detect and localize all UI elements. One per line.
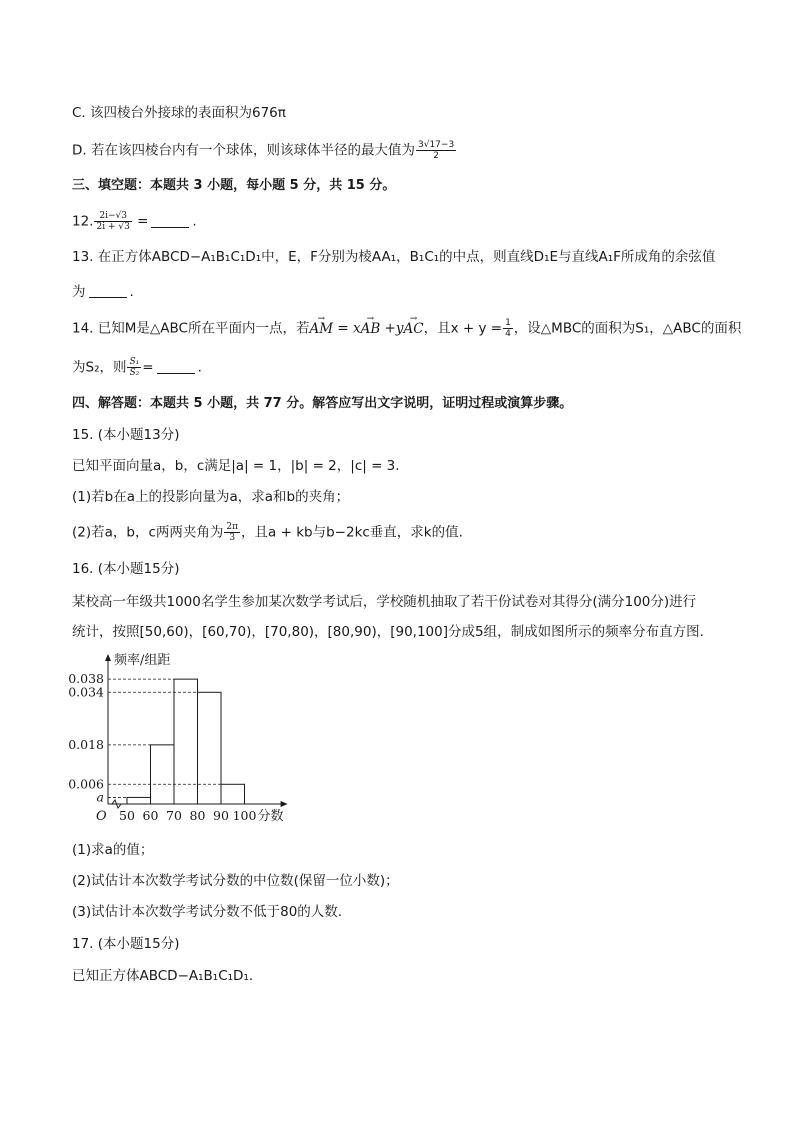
option-c-text: C. 该四棱台外接球的表面积为676π	[72, 105, 286, 121]
section-4-heading: 四、解答题：本题共 5 小题，共 77 分。解答应写出文字说明，证明过程或演算步骤。	[72, 396, 573, 411]
y-tick-label: a	[96, 789, 104, 805]
q15-frac	[224, 522, 240, 543]
x-tick-label: 90	[213, 808, 229, 823]
q16-line2: 统计，按照[50,60)，[60,70)，[70,80)，[80,90)，[90,100]分成5组，制成如图所示的频率分布直方图.	[72, 624, 704, 640]
origin-label: O	[96, 809, 107, 824]
q15-p2-a: (2)若a，b，c两两夹角为	[72, 524, 224, 541]
histogram-bar	[151, 745, 175, 804]
q14-blank	[157, 359, 195, 374]
option-c	[72, 103, 286, 123]
frequency-histogram	[68, 652, 308, 832]
option-d	[72, 140, 457, 161]
question-14-line1	[72, 318, 741, 339]
q14-vec-ab: → AB	[361, 319, 381, 339]
q14-line2-a: 为S₂，则	[72, 359, 127, 376]
q14-a: 14. 已知M是△ABC所在平面内一点，若	[72, 320, 310, 337]
q14-c: = x	[333, 320, 361, 337]
q12-blank	[151, 213, 189, 228]
q15-frac-num: 2π	[226, 522, 239, 532]
q14-h: ，设△MBC的面积为S₁，△ABC的面积	[513, 320, 742, 337]
q12-number: 12.	[72, 213, 94, 230]
q14-line2-c: .	[197, 359, 202, 376]
y-axis-label: 频率/组距	[114, 653, 171, 668]
q15-header: 15. (本小题13分)	[72, 427, 180, 443]
q12-den: 2i + √3	[96, 222, 130, 232]
q16-header: 16. (本小题15分)	[72, 561, 180, 577]
q16-line1: 某校高一年级共1000名学生参加某次数学考试后，学校随机抽取了若干份试卷对其得分(满分100分)进行	[72, 594, 697, 610]
option-d-den: 2	[433, 151, 439, 161]
q16-part2: (2)试估计本次数学考试分数的中位数(保留一位小数)；	[72, 873, 399, 889]
histogram-bar	[221, 784, 245, 804]
q15-part1: (1)若b在a上的投影向量为a，求a和b的夹角；	[72, 489, 350, 505]
y-tick-label: 0.034	[68, 684, 104, 700]
q14-line2-b: =	[142, 359, 154, 376]
q14-e: +y	[380, 320, 404, 337]
q13-suffix: .	[129, 284, 134, 300]
histogram-bar	[198, 692, 222, 804]
q14-frac2-num: S₁	[129, 357, 140, 367]
q12-num: 2i−√3	[94, 211, 131, 222]
q14-frac-num: 1	[505, 318, 511, 328]
y-tick-label: 0.006	[68, 776, 104, 792]
q13-blank	[89, 283, 127, 298]
x-tick-label: 50	[119, 808, 135, 823]
q12-fraction	[94, 211, 131, 232]
x-tick-label: 100	[232, 808, 257, 823]
q13-prefix: 为	[72, 284, 86, 300]
question-13-line2	[72, 282, 134, 302]
q17-stem: 已知正方体ABCD−A₁B₁C₁D₁.	[72, 968, 254, 984]
x-axis-arrow	[281, 801, 288, 807]
x-tick-label: 70	[166, 808, 182, 823]
q15-stem: 已知平面向量a，b，c满足|a| = 1，|b| = 2，|c| = 3.	[72, 458, 400, 474]
q14-frac2-den: S₂	[129, 368, 140, 378]
q14-frac	[503, 318, 513, 339]
question-13-line1: 13. 在正方体ABCD−A₁B₁C₁D₁中，E，F分别为棱AA₁，B₁C₁的中点，则直线D₁E与直线A₁F所成角的余弦值	[72, 249, 716, 265]
question-12: 12. $\frac{2i-√3}{2i + √3}$ = .	[72, 211, 197, 232]
q16-part1: (1)求a的值；	[72, 842, 154, 858]
y-tick-label: 0.018	[68, 736, 104, 752]
q15-p2-b: ，且a + kb与b−2kc垂直，求k的值.	[241, 524, 463, 541]
q14-frac-den: 4	[505, 329, 511, 339]
y-tick-label: 0.038	[68, 671, 104, 687]
option-d-fraction	[416, 140, 456, 161]
q15-part2	[72, 522, 463, 543]
histogram-bar	[174, 679, 198, 804]
histogram-bar	[127, 797, 151, 804]
q12-equals: =	[137, 213, 149, 230]
option-d-num: 3√17−3	[417, 140, 455, 150]
section-3-heading: 三、填空题：本题共 3 小题，每小题 5 分，共 15 分。	[72, 178, 396, 193]
q14-vec-am: → AM	[309, 319, 333, 339]
x-axis-label: 分数	[257, 809, 284, 824]
x-tick-label: 80	[189, 808, 206, 823]
option-d-text: D. 若在该四棱台内有一个球体，则该球体半径的最大值为	[72, 142, 415, 159]
q14-vec-ac: → AC	[403, 319, 423, 339]
q17-header: 17. (本小题15分)	[72, 936, 180, 952]
y-axis-arrow	[105, 654, 111, 661]
q14-g: ，且x + y =	[423, 320, 503, 337]
q15-frac-den: 3	[229, 533, 236, 543]
q14-frac2	[127, 357, 141, 378]
x-tick-label: 60	[142, 808, 159, 823]
q16-part3: (3)试估计本次数学考试分数不低于80的人数.	[72, 904, 343, 920]
question-14-line2	[72, 357, 202, 378]
